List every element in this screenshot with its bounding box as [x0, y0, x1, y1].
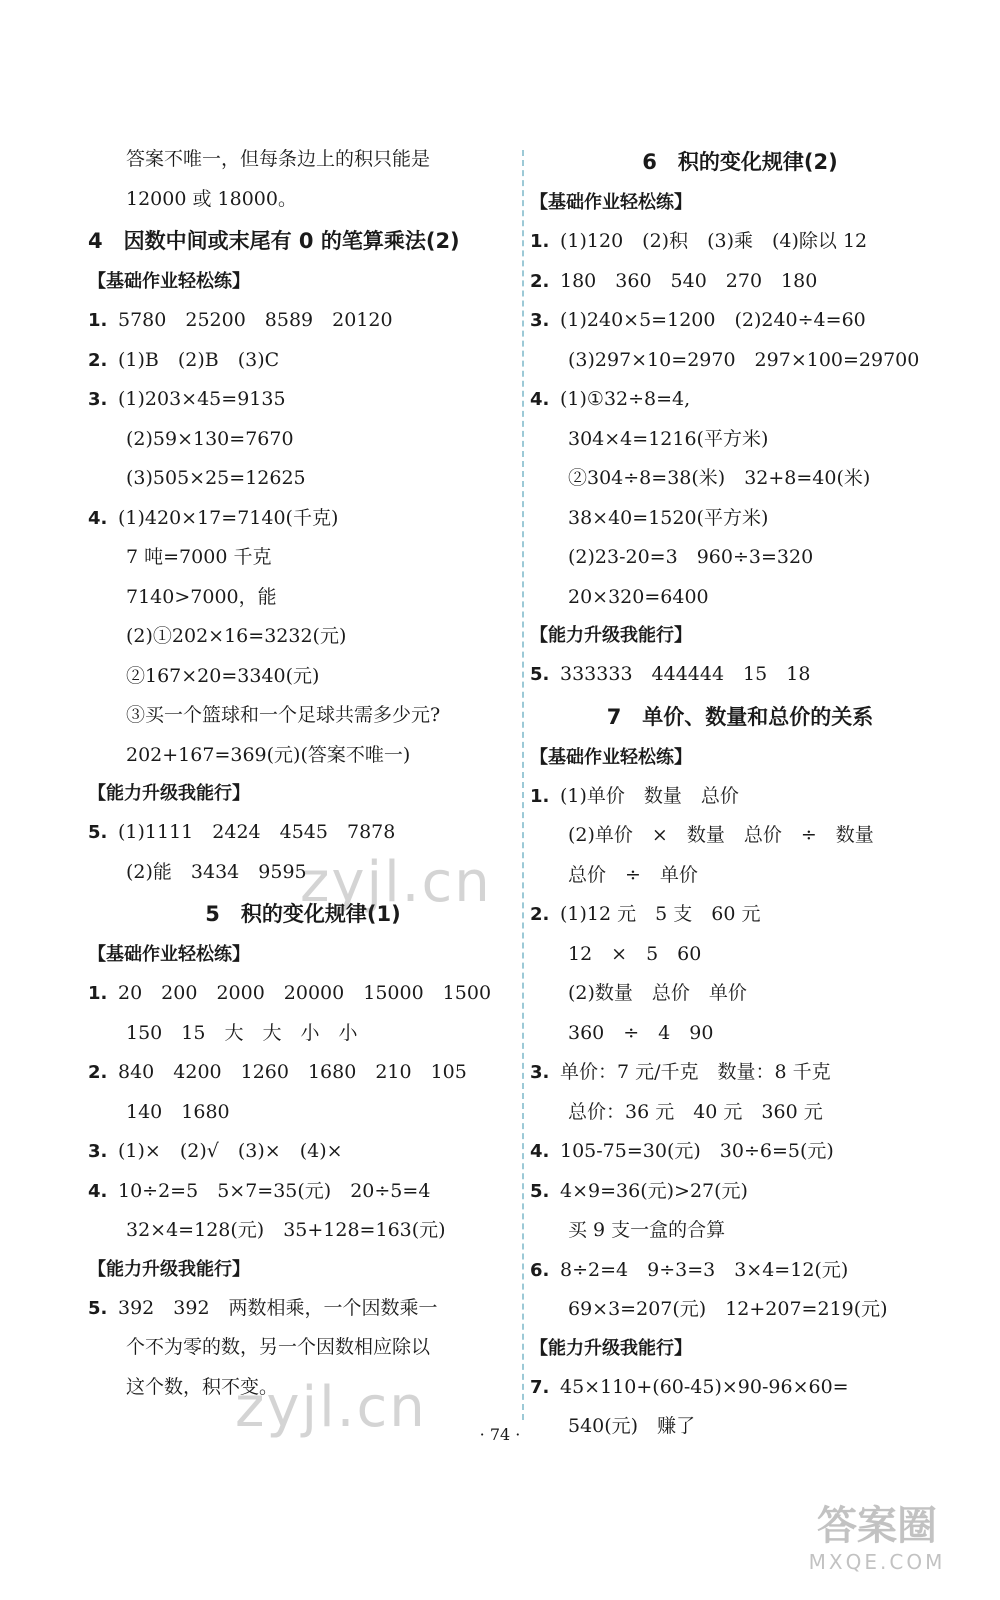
- answer-item: [88, 1172, 518, 1251]
- corner-logo: [782, 1502, 972, 1580]
- answer-line: 69×3=207(元) 12+207=219(元): [568, 1298, 888, 1320]
- answer-item: [88, 1289, 518, 1408]
- basic-section-heading: 【基础作业轻松练】: [530, 746, 692, 768]
- answer-item: [530, 301, 950, 380]
- answer-item: [88, 813, 518, 892]
- answer-line: (1)120 (2)积 (3)乘 (4)除以 12: [560, 230, 868, 252]
- answer-line: (3)505×25=12625: [126, 467, 306, 489]
- answer-line: 7 吨=7000 千克: [126, 546, 272, 568]
- basic-section-heading: 【基础作业轻松练】: [88, 944, 250, 965]
- answer-line: 总价 ÷ 单价: [568, 863, 698, 886]
- item-number: 3.: [530, 1062, 550, 1083]
- lesson-5-title: 5 积的变化规律(1): [205, 902, 401, 926]
- answer-line: 150 15 大 大 小 小: [126, 1021, 358, 1044]
- answer-line: (1)1111 2424 4545 7878: [118, 821, 396, 843]
- item-number: 4.: [88, 1180, 108, 1202]
- answer-item: [530, 655, 950, 695]
- answer-line: (2)23-20=3 960÷3=320: [568, 546, 814, 568]
- answer-line: ②167×20=3340(元): [126, 664, 320, 687]
- basic-section-heading: 【基础作业轻松练】: [88, 271, 250, 292]
- answer-item: [530, 262, 950, 302]
- item-number: 4.: [530, 1141, 550, 1162]
- answer-line: 4×9=36(元)>27(元): [560, 1179, 748, 1202]
- answer-line: 392 392 两数相乘，一个因数乘一: [118, 1296, 438, 1319]
- ability-section-heading: 【能力升级我能行】: [530, 1337, 692, 1359]
- lesson-4-title: 4 因数中间或末尾有 0 的笔算乘法(2): [88, 229, 460, 253]
- answer-line: 105-75=30(元) 30÷6=5(元): [560, 1140, 834, 1162]
- answer-line: 10÷2=5 5×7=35(元) 20÷5=4: [118, 1179, 431, 1202]
- answer-line: 180 360 540 270 180: [560, 269, 818, 292]
- answer-line: 12 × 5 60: [568, 942, 702, 965]
- answer-item: [530, 380, 950, 617]
- column-divider: [522, 150, 524, 1420]
- item-number: 4.: [88, 507, 108, 529]
- answer-line: (2)59×130=7670: [126, 427, 294, 450]
- answer-line: ②304÷8=38(米) 32+8=40(米): [568, 467, 871, 489]
- answer-line: (1)12 元 5 支 60 元: [560, 903, 761, 925]
- answer-line: (1)B (2)B (3)C: [118, 348, 280, 371]
- item-number: 1.: [88, 310, 108, 331]
- page-number: · 74 ·: [479, 1425, 521, 1444]
- answer-item: [88, 974, 518, 1053]
- answer-item: [88, 499, 518, 776]
- item-number: 2.: [530, 904, 550, 925]
- corner-logo-url: MXQE.COM: [808, 1550, 946, 1574]
- left-column: [88, 140, 518, 1407]
- answer-item: [530, 895, 950, 1053]
- answer-line: 360 ÷ 4 90: [568, 1021, 714, 1044]
- answer-line: (1)420×17=7140(千克): [118, 506, 339, 529]
- answer-item: [88, 1053, 518, 1132]
- item-number: 7.: [530, 1376, 550, 1398]
- answer-line: 20 200 2000 20000 15000 1500: [118, 982, 492, 1004]
- answer-line: 304×4=1216(平方米): [568, 427, 769, 450]
- watermark: zyjl.cn: [235, 1375, 427, 1440]
- answer-line: 8÷2=4 9÷3=3 3×4=12(元): [560, 1258, 849, 1281]
- answer-line: (1)× (2)√ (3)× (4)×: [118, 1140, 343, 1162]
- lesson-6-title: 6 积的变化规律(2): [642, 150, 838, 174]
- item-number: 3.: [88, 389, 108, 410]
- answer-line: (2)数量 总价 单价: [568, 982, 747, 1004]
- answer-item: [88, 1132, 518, 1172]
- answer-line: 38×40=1520(平方米): [568, 506, 769, 529]
- answer-line: 840 4200 1260 1680 210 105: [118, 1061, 467, 1083]
- intro-line: 12000 或 18000。: [126, 187, 297, 210]
- item-number: 5.: [530, 664, 550, 685]
- answer-line: (2)能 3434 9595: [126, 860, 307, 883]
- item-number: 1.: [88, 983, 108, 1004]
- item-number: 3.: [88, 1141, 108, 1162]
- ability-section-heading: 【能力升级我能行】: [530, 625, 692, 646]
- answer-item: [88, 380, 518, 499]
- answer-line: (1)单价 数量 总价: [560, 784, 739, 807]
- item-number: 5.: [88, 822, 108, 843]
- basic-section-heading: 【基础作业轻松练】: [530, 192, 692, 213]
- answer-line: 20×320=6400: [568, 585, 709, 608]
- answer-line: 202+167=369(元)(答案不唯一): [126, 743, 411, 766]
- item-number: 5.: [88, 1297, 108, 1319]
- item-number: 6.: [530, 1259, 550, 1281]
- answer-line: (1)240×5=1200 (2)240÷4=60: [560, 309, 866, 331]
- answer-line: 买 9 支一盒的合算: [568, 1219, 726, 1241]
- answer-line: (1)203×45=9135: [118, 388, 286, 410]
- item-number: 2.: [530, 270, 550, 292]
- lesson-7-title: 7 单价、数量和总价的关系: [606, 704, 874, 729]
- answer-line: (1)①32÷8=4,: [560, 388, 691, 410]
- answer-item: [88, 341, 518, 381]
- ability-section-heading: 【能力升级我能行】: [88, 783, 250, 804]
- answer-item: [530, 777, 950, 896]
- answer-line: 总价：36 元 40 元 360 元: [568, 1100, 823, 1123]
- answer-line: (2)单价 × 数量 总价 ÷ 数量: [568, 824, 874, 846]
- item-number: 4.: [530, 389, 550, 410]
- answer-line: 540(元) 赚了: [568, 1415, 696, 1437]
- answer-line: 这个数，积不变。: [126, 1375, 279, 1398]
- item-number: 2.: [88, 1062, 108, 1083]
- item-number: 5.: [530, 1180, 550, 1202]
- item-number: 1.: [530, 231, 550, 252]
- item-number: 2.: [88, 349, 108, 371]
- ability-section-heading: 【能力升级我能行】: [88, 1258, 250, 1280]
- answer-line: 单价：7 元/千克 数量：8 千克: [560, 1061, 831, 1083]
- answer-line: 5780 25200 8589 20120: [118, 309, 393, 331]
- watermark: zyjl.cn: [300, 850, 492, 915]
- answer-line: 140 1680: [126, 1100, 230, 1123]
- answer-item: [530, 1132, 950, 1172]
- item-number: 3.: [530, 310, 550, 331]
- answer-line: 45×110+(60-45)×90-96×60=: [560, 1375, 849, 1398]
- right-column: [530, 140, 950, 1447]
- answer-item: [88, 301, 518, 341]
- answer-item: [530, 1053, 950, 1132]
- answer-line: 32×4=128(元) 35+128=163(元): [126, 1219, 446, 1241]
- answer-line: 333333 444444 15 18: [560, 663, 811, 685]
- item-number: 1.: [530, 785, 550, 807]
- answer-item: [530, 1172, 950, 1251]
- answer-item: [530, 1251, 950, 1330]
- answer-line: (2)①202×16=3232(元): [126, 625, 347, 647]
- answer-line: 7140>7000，能: [126, 585, 277, 608]
- corner-logo-text: 答案圈: [817, 1503, 937, 1549]
- answer-line: (3)297×10=2970 297×100=29700: [568, 348, 920, 371]
- answer-line: ③买一个篮球和一个足球共需多少元?: [126, 704, 441, 726]
- answer-line: 个不为零的数，另一个因数相应除以: [126, 1336, 431, 1358]
- answer-item: [530, 222, 950, 262]
- intro-line: 答案不唯一，但每条边上的积只能是: [126, 148, 431, 170]
